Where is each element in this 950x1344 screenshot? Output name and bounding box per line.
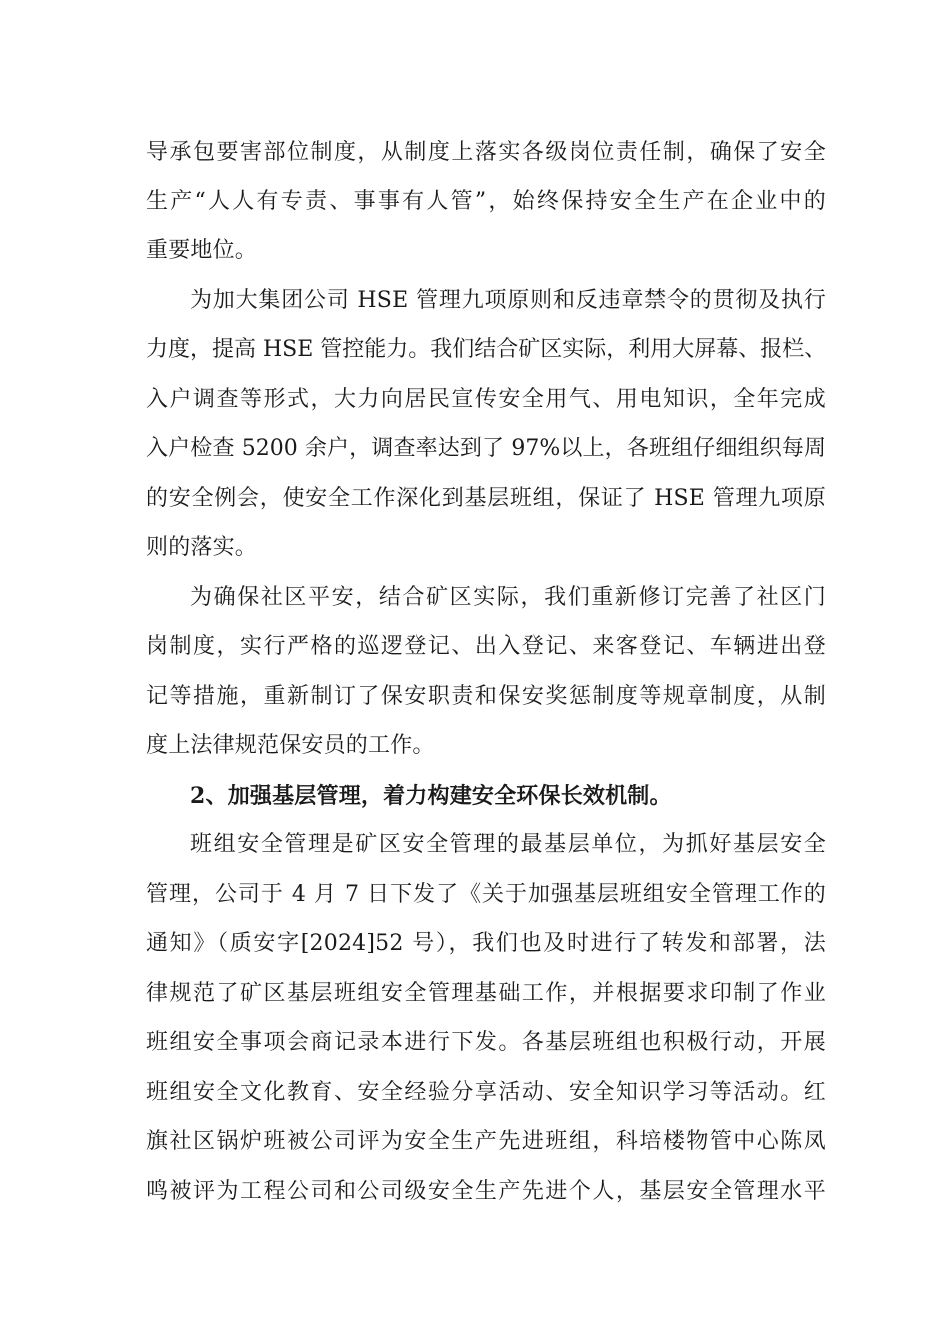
- section-heading: 2、加强基层管理，着力构建安全环保长效机制。: [190, 783, 672, 809]
- paragraph-line: 的安全例会，使安全工作深化到基层班组，保证了 HSE 管理九项原: [146, 486, 826, 511]
- paragraph-line: 班组安全管理是矿区安全管理的最基层单位，为抓好基层安全: [190, 832, 826, 857]
- paragraph-line: 班组安全事项会商记录本进行下发。各基层班组也积极行动，开展: [146, 1030, 826, 1055]
- paragraph-line: 为加大集团公司 HSE 管理九项原则和反违章禁令的贯彻及执行: [190, 288, 826, 313]
- paragraph-line: 岗制度，实行严格的巡逻登记、出入登记、来客登记、车辆进出登: [146, 634, 826, 659]
- paragraph-line: 律规范了矿区基层班组安全管理基础工作，并根据要求印制了作业: [146, 981, 826, 1006]
- paragraph-line: 则的落实。: [146, 535, 258, 560]
- paragraph-line: 导承包要害部位制度，从制度上落实各级岗位责任制，确保了安全: [146, 140, 826, 165]
- paragraph-line: 力度，提高 HSE 管控能力。我们结合矿区实际，利用大屏幕、报栏、: [146, 337, 827, 362]
- paragraph-line: 鸣被评为工程公司和公司级安全生产先进个人，基层安全管理水平: [146, 1179, 826, 1204]
- paragraph-line: 管理，公司于 4 月 7 日下发了《关于加强基层班组安全管理工作的: [146, 882, 826, 907]
- paragraph-line: 入户检查 5200 余户，调查率达到了 97%以上，各班组仔细组织每周: [146, 436, 826, 461]
- paragraph-line: 为确保社区平安，结合矿区实际，我们重新修订完善了社区门: [190, 585, 826, 610]
- paragraph-line: 重要地位。: [146, 238, 258, 263]
- paragraph-line: 旗社区锅炉班被公司评为安全生产先进班组，科培楼物管中心陈凤: [146, 1129, 826, 1154]
- paragraph-line: 记等措施，重新制订了保安职责和保安奖惩制度等规章制度，从制: [146, 684, 826, 709]
- paragraph-line: 班组安全文化教育、安全经验分享活动、安全知识学习等活动。红: [146, 1080, 826, 1105]
- paragraph-line: 生产“人人有专责、事事有人管”，始终保持安全生产在企业中的: [146, 189, 826, 214]
- paragraph-line: 度上法律规范保安员的工作。: [146, 733, 435, 758]
- paragraph-line: 通知》（质安字[2024]52 号），我们也及时进行了转发和部署，法: [146, 931, 826, 956]
- paragraph-line: 入户调查等形式，大力向居民宣传安全用气、用电知识，全年完成: [146, 387, 826, 412]
